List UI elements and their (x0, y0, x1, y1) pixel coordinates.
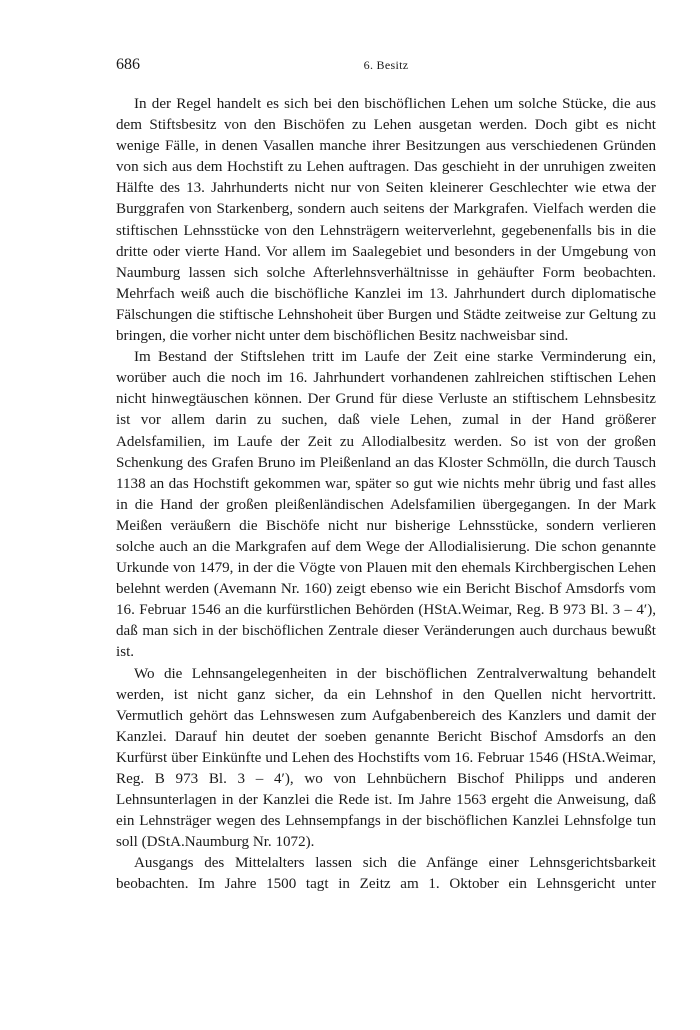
paragraph: Im Bestand der Stiftslehen tritt im Laufe der Zeit eine starke Verminderung ein, worüber auch die noch im 16. Jahrhundert vorhandenen zahlreichen stiftischen Lehen nicht hinwegtäuschen können. Der Grund für diese Verluste an stiftischem Lehnsbesitz ist vor allem darin zu suchen, daß viele Lehen, zumal in der Hand größerer Adelsfamilien, im Laufe der Zeit zu Allodialbesitz werden. So ist von der großen Schenkung des Grafen Bruno im Pleißenland an das Kloster Schmölln, die durch Tausch 1138 an das Hochstift gekommen war, später so gut wie nichts mehr übrig und fast alles in die Hand der großen pleißenländischen Adelsfamilien übergegangen. In der Mark Meißen veräußern die Bischöfe nicht nur bisherige Lehnsstücke, sondern verlieren solche auch an die Markgrafen auf dem Wege der Allodialisierung. Die schon genannte Urkunde von 1479, in der die Vögte von Plauen mit den ehemals Kirchbergischen Lehen belehnt werden (Avemann Nr. 160) zeigt ebenso wie ein Bericht Bischof Amsdorfs vom 16. Februar 1546 an die kurfürstlichen Behörden (HStA.Weimar, Reg. B 973 Bl. 3 – 4′), daß man sich in der bischöflichen Zentrale dieser Veränderungen auch durchaus bewußt ist. (116, 349, 656, 661)
paragraph: In der Regel handelt es sich bei den bischöflichen Lehen um solche Stücke, die aus dem Stiftsbesitz von den Bischöfen zu Lehen ausgetan werden. Doch gibt es nicht wenige Fälle, in denen Vasallen manche ihrer Besitzungen aus verschiedenen Gründen von sich aus dem Hochstift zu Lehen auftragen. Das geschieht in der unruhigen zweiten Hälfte des 13. Jahrhunderts nicht nur von Seiten kleinerer Geschlechter wie etwa der Burggrafen von Starkenberg, sondern auch seitens der Markgrafen. Vielfach werden die stiftischen Lehnsstücke von den Lehnsträgern weiterverlehnt, gegebenenfalls bis in die dritte oder vierte Hand. Vor allem im Saalegebiet und besonders in der Umgebung von Naumburg lassen sich solche Afterlehnsverhältnisse in gehäufter Form beobachten. Mehrfach weiß auch die bischöfliche Kanzlei im 13. Jahrhundert durch diplomatische Fälschungen die stiftische Lehnshoheit über Burgen und Städte zeitweise zur Geltung zu bringen, die vorher nicht unter dem bischöflichen Besitz nachweisbar sind. (116, 96, 656, 345)
paragraph: Ausgangs des Mittelalters lassen sich die Anfänge einer Lehnsgerichtsbarkeit beobachten. Im Jahre 1500 tagt in Zeitz am 1. Oktober ein Lehnsgericht unter (116, 855, 656, 893)
running-head: 6. Besitz (363, 58, 409, 72)
page-number: 686 (116, 56, 140, 73)
paragraph: Wo die Lehnsangelegenheiten in der bischöflichen Zentralverwaltung behandelt werden, ist nicht ganz sicher, da ein Lehnshof in den Quellen nicht hervortritt. Vermutlich gehört das Lehnswesen zum Aufgabenbereich des Kanzlers und damit der Kanzlei. Darauf hin deutet der soeben genannte Bericht Bischof Amsdorfs an den Kurfürst über Einkünfte und Lehen des Hochstifts vom 16. Februar 1546 (HStA.Weimar, Reg. B 973 Bl. 3 – 4′), wo von Lehnbüchern Bischof Philipps und anderen Lehnsunterlagen in der Kanzlei die Rede ist. Im Jahre 1563 ergeht die Anweisung, daß ein Lehnsträger wegen des Lehnsempfangs in der bischöflichen Kanzlei Lehnsfolge tun soll (DStA.Naumburg Nr. 1072). (116, 665, 656, 851)
body-text (116, 94, 656, 896)
page-header (116, 56, 656, 78)
